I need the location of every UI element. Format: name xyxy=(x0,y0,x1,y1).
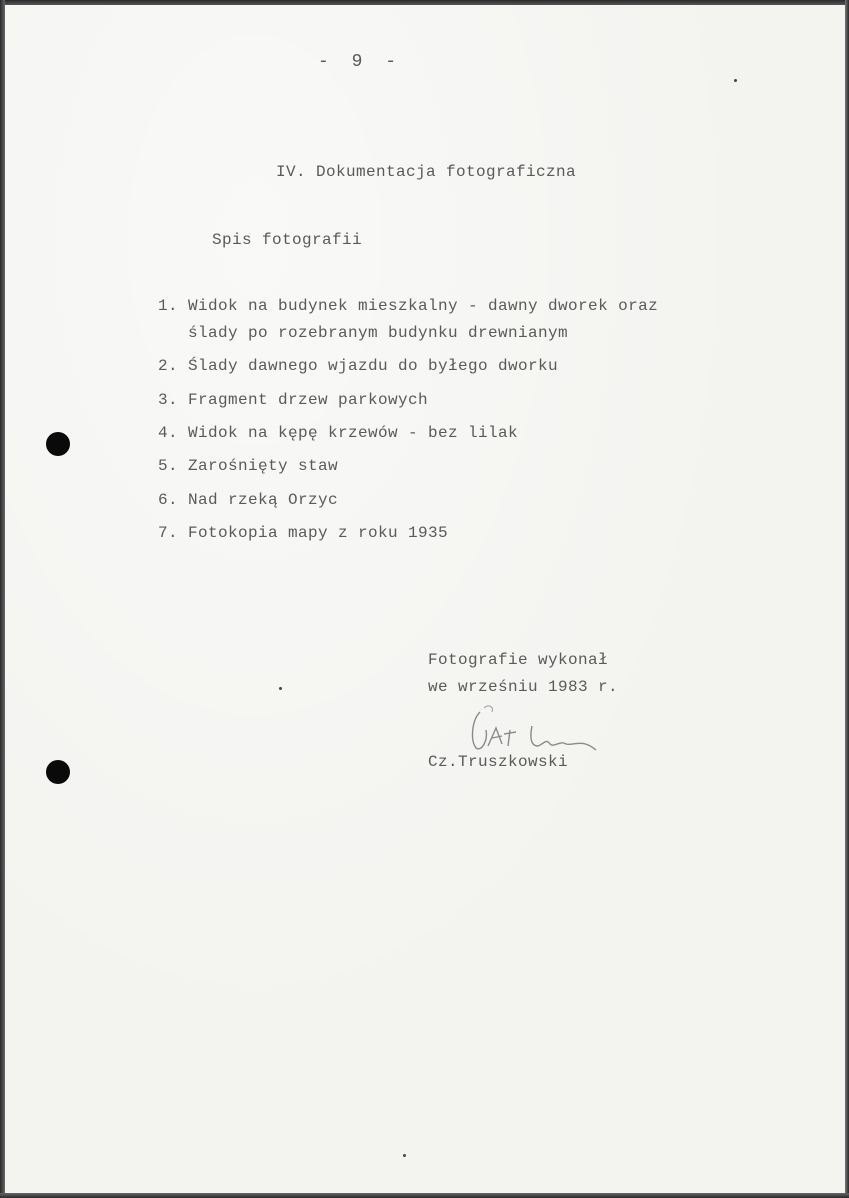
list-item xyxy=(158,391,428,409)
list-item-number: 2. xyxy=(158,357,179,375)
list-item-text: Fragment drzew parkowych xyxy=(188,391,429,409)
punch-hole-bottom xyxy=(46,760,70,784)
list-item-number: 5. xyxy=(158,457,179,475)
scan-edge-bottom xyxy=(0,1193,849,1198)
list-item-text: Zarośnięty staw xyxy=(188,457,339,475)
punch-hole-top xyxy=(46,432,70,456)
credit-line-2: we wrześniu 1983 r. xyxy=(428,678,619,696)
list-item-number: 4. xyxy=(158,424,179,442)
list-item-text: Ślady dawnego wjazdu do byłego dworku xyxy=(188,357,559,375)
paper-speck xyxy=(403,1154,406,1157)
list-item-number: 3. xyxy=(158,391,179,409)
scan-edge-top xyxy=(0,0,849,5)
list-item xyxy=(158,297,658,315)
list-item-number: 7. xyxy=(158,524,179,542)
scan-edge-left xyxy=(0,0,5,1198)
paper-speck xyxy=(734,79,737,82)
list-item-text: Fotokopia mapy z roku 1935 xyxy=(188,524,449,542)
page-number: - 9 - xyxy=(318,52,403,72)
list-item xyxy=(158,524,448,542)
handwritten-signature xyxy=(458,700,608,760)
list-item xyxy=(158,357,558,375)
list-item-continuation: ślady po rozebranym budynku drewnianym xyxy=(188,324,569,342)
list-item xyxy=(158,491,338,509)
list-item-text: Widok na kępę krzewów - bez lilak xyxy=(188,424,519,442)
credit-line-1: Fotografie wykonał xyxy=(428,651,609,669)
paper-speck xyxy=(279,687,282,690)
list-item xyxy=(158,457,338,475)
list-item xyxy=(158,424,518,442)
list-item-text: Nad rzeką Orzyc xyxy=(188,491,339,509)
list-item-number: 6. xyxy=(158,491,179,509)
scan-edge-right xyxy=(845,0,849,1198)
section-title: IV. Dokumentacja fotograficzna xyxy=(276,163,577,181)
list-item-text: Widok na budynek mieszkalny - dawny dworek oraz xyxy=(188,297,659,315)
list-item-number: 1. xyxy=(158,297,179,315)
author-name: Cz.Truszkowski xyxy=(428,753,569,771)
list-subtitle: Spis fotografii xyxy=(212,231,363,249)
